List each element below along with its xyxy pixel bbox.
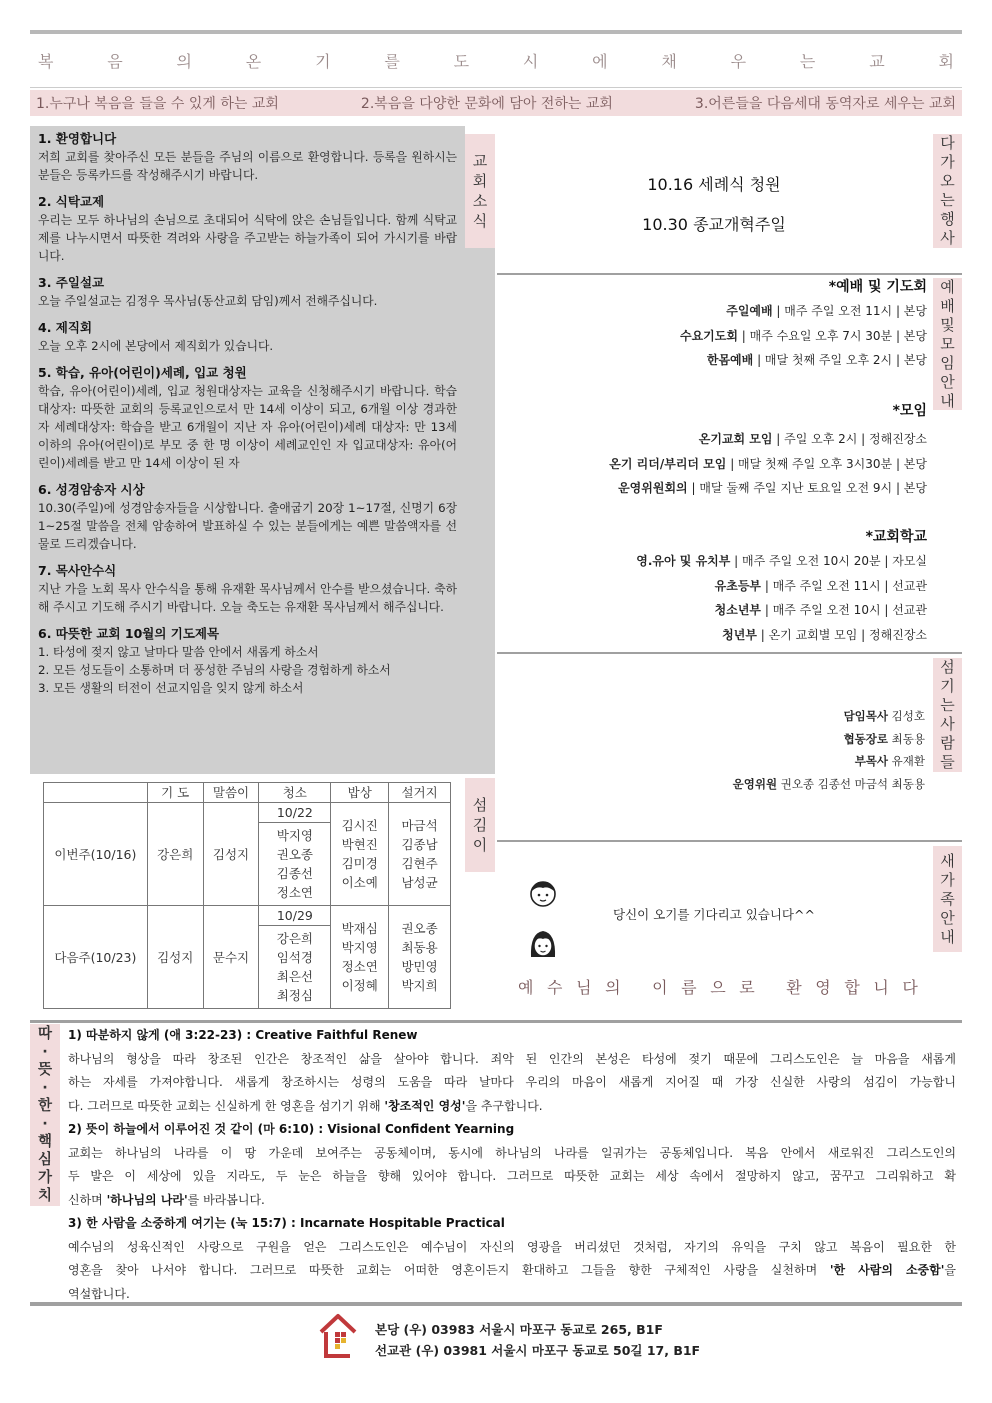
welcome-char: 영	[815, 978, 831, 997]
worship-detail: | 온기 교회별 모임 | 정해진장소	[756, 627, 927, 642]
cleaning-name: 강은희	[276, 931, 313, 946]
worship-line	[618, 479, 927, 496]
motto-banner	[30, 30, 962, 88]
tab-char: ·	[42, 1044, 48, 1060]
core-value-heading: 3) 한 사람을 소중하게 여기는 (눅 15:7) : Incarnate Hospitable Practical	[68, 1216, 505, 1230]
news-section-title: 6. 따뜻한 교회 10월의 기도제목	[38, 626, 220, 641]
core-line	[68, 1259, 956, 1283]
welcome-char: 님	[576, 978, 592, 997]
prayer-cell: 강은희	[147, 803, 203, 906]
duty-table	[43, 782, 451, 1009]
church-news-tab	[465, 134, 495, 248]
tab-char: 족	[940, 889, 955, 908]
welcome-char: 합	[844, 978, 860, 997]
tab-char: 내	[940, 927, 955, 946]
tab-char: 사	[940, 715, 955, 733]
core-line	[68, 1142, 956, 1166]
new-family-tab	[933, 846, 962, 952]
vision-item: 3.어른들을 다음세대 동역자로 세우는 교회	[694, 96, 956, 112]
tab-char: 치	[37, 1188, 52, 1204]
tab-char: 사	[940, 229, 955, 247]
servant-names: 권오종 김종선 마금석 최동용	[777, 776, 925, 791]
dishes-cell	[389, 906, 451, 1009]
core-value-text: 예수님의 성육신적인 사랑으로 구원을 얻은 그리스도인은 예수님이 자신의 영광을 버리셨던 것처럼, 자기의 유익을 구치 않고 복음이 필요한 한	[68, 1239, 956, 1254]
core-line	[68, 1283, 956, 1307]
woman-icon	[528, 927, 558, 961]
worship-line	[715, 601, 927, 618]
news-section-title: 4. 제직회	[38, 320, 93, 335]
family-welcome-text	[518, 975, 918, 998]
tab-char: 안	[940, 372, 955, 391]
meal-name: 박재심	[341, 921, 378, 936]
meal-name: 김시진	[341, 818, 378, 833]
core-line	[68, 1071, 956, 1095]
servant-line	[733, 776, 925, 792]
news-section-body: 학습, 유아(어린이)세례, 입교 청원대상자는 교육을 신청해주시기 바랍니다. 학습대상자: 따뜻한 교회의 등록교인으로서 만 14세 이상이 되고, 6개월 이상 경과한 자 세례대상자: 학습을 받고 6개월이 지난 자 유아(어린이)세례 대상자: 만 13세 이하의 유아(어린이)로 부모 중 한 명 이상이 세례교인인 자 입교대상자: 유아(어린이)세례를 받고 만 14세 이상이 된 자	[38, 384, 457, 470]
worship-line	[699, 430, 927, 447]
core-value-text: 영혼을 찾아 나서야 합니다. 그러므로 따뜻한 교회는 어떠한 영혼이든지 환대하고 그들을 향한 구체적인 사랑을 실천하며	[68, 1263, 830, 1277]
meal-name: 김미경	[341, 856, 378, 871]
tab-char: 섬	[940, 658, 955, 676]
news-section-body: 지난 가을 노회 목사 안수식을 통해 유재환 목사님께서 안수를 받으셨습니다. 축하해 주시고 기도해 주시기 바랍니다. 오늘 축도는 유재환 목사님께서 해주십니다.	[38, 582, 457, 614]
core-line	[68, 1212, 956, 1236]
tab-char: 가	[37, 1170, 52, 1186]
divider	[497, 652, 962, 654]
core-value-text: 을 추구합니다.	[465, 1098, 543, 1113]
tab-char: 뜻	[37, 1062, 52, 1078]
motto-char: 에	[592, 52, 608, 71]
core-line	[68, 1095, 956, 1119]
core-value-emphasis: '하나님의 나라'	[106, 1192, 188, 1207]
worship-line	[726, 302, 927, 319]
news-section	[38, 562, 457, 616]
tab-char: 소	[472, 192, 488, 210]
core-line	[68, 1165, 956, 1189]
motto-char: 도	[453, 52, 470, 71]
worship-detail: | 매주 주일 오전 10시 | 선교관	[761, 603, 927, 617]
welcome-char: 예	[518, 978, 534, 997]
table-header: 설거지	[389, 783, 451, 803]
news-section	[38, 364, 457, 472]
tab-char: 따	[37, 1026, 52, 1042]
tab-char: 섬	[472, 796, 488, 814]
news-section-title: 1. 환영합니다	[38, 131, 117, 146]
worship-group-heading: *모임	[892, 403, 927, 419]
motto-char: 를	[384, 52, 400, 71]
core-value-text: 교회는 하나님의 나라를 이 땅 가운데 보여주는 공동체이며, 동시에 하나님의 나라를 일궈가는 공동체입니다. 복음 안에서 새로워진 그리스도인의	[68, 1145, 956, 1160]
worship-name: 유초등부	[714, 578, 762, 593]
tab-char: 김	[472, 816, 488, 834]
tab-char: 는	[940, 191, 955, 209]
motto-char: 기	[315, 52, 331, 71]
table-header-row	[44, 783, 451, 803]
news-section-body: 저희 교회를 찾아주신 모든 분들을 주님의 이름으로 환영합니다. 등록을 원하시는 분들은 등록카드를 작성해주시기 바랍니다.	[38, 150, 457, 182]
core-value-text: 신하며	[68, 1192, 107, 1207]
cleaning-cell	[259, 823, 331, 906]
worship-name: 영.유아 및 유치부	[636, 554, 731, 568]
church-logo-icon	[318, 1312, 358, 1360]
tab-char: 다	[940, 134, 955, 152]
meal-name: 박현진	[341, 837, 378, 852]
core-value-text: 를 바라봅니다.	[187, 1192, 265, 1207]
worship-guide	[497, 276, 927, 652]
vision-item: 1.누구나 복음을 들을 수 있게 하는 교회	[36, 96, 279, 112]
worship-group-heading: *교회학교	[865, 529, 927, 545]
core-line	[68, 1118, 956, 1142]
tab-char: ·	[42, 1116, 48, 1132]
tab-char: 람	[940, 734, 955, 752]
upcoming-events-tab	[933, 134, 962, 248]
motto-char: 음	[107, 52, 123, 71]
motto-char: 우	[730, 52, 747, 71]
prayer-cell: 김성지	[147, 906, 203, 1009]
core-value-text: 두 발은 이 세상에 있을 지라도, 두 눈은 하늘을 향해 있어야 합니다. 그러므로 따뜻한 교회는 세상 속에서 절망하지 않고, 꿈꾸고 그리워하고 확	[68, 1169, 956, 1183]
welcome-char: 환	[786, 978, 802, 997]
worship-name: 청년부	[722, 627, 757, 642]
cleaning-name: 권오종	[276, 847, 313, 862]
core-line	[68, 1048, 956, 1072]
tab-char: 가	[940, 870, 955, 889]
upcoming-events	[497, 130, 931, 270]
tab-char: 배	[940, 296, 955, 315]
servant-names: 유재환	[888, 754, 925, 768]
core-line	[68, 1236, 956, 1260]
cleaning-name: 최은선	[276, 969, 313, 984]
event-item: 10.16 세례식 청원	[647, 175, 781, 194]
servants-tab	[933, 658, 962, 772]
core-value-emphasis: '창조적인 영성'	[384, 1098, 466, 1113]
core-values-tab	[30, 1024, 60, 1206]
welcome-char: 이	[652, 978, 668, 997]
tab-char: 오	[940, 172, 955, 190]
dishes-name: 권오종	[401, 921, 438, 936]
news-section	[38, 625, 457, 697]
worship-name: 온기 리더/부리더 모임	[609, 456, 727, 471]
servant-line	[844, 708, 925, 724]
worship-detail: | 매주 주일 오전 10시 20분 | 자모실	[730, 554, 927, 568]
news-section	[38, 274, 457, 310]
table-header: 기 도	[147, 783, 203, 803]
welcome-char: 으	[710, 978, 726, 997]
core-value-heading: 2) 뜻이 하늘에서 이루어진 것 같이 (마 6:10) : Visional Confident Yearning	[68, 1122, 515, 1136]
motto-char: 의	[176, 52, 192, 71]
dishes-name: 박지희	[401, 978, 438, 993]
welcome-char: 다	[902, 978, 918, 997]
tab-char: 식	[472, 212, 488, 230]
table-header: 말씀이	[203, 783, 259, 803]
duty-tab	[465, 778, 495, 872]
dishes-cell	[389, 803, 451, 906]
week-label: 다음주(10/23)	[44, 906, 148, 1009]
cleaning-name: 임석경	[276, 950, 313, 965]
dishes-name: 남성균	[401, 875, 438, 890]
news-section	[38, 481, 457, 553]
worship-name: 한몸예배	[706, 353, 754, 367]
tab-char: 들	[940, 753, 955, 771]
worship-detail: | 매주 수요일 오후 7시 30분 | 본당	[737, 328, 927, 343]
tab-char: 회	[472, 172, 488, 190]
worship-line	[707, 351, 927, 368]
news-section-title: 6. 성경암송자 시상	[38, 482, 145, 497]
motto-char: 시	[522, 52, 539, 71]
worship-detail: | 매달 둘째 주일 지난 토요일 오전 9시 | 본당	[687, 481, 927, 495]
worship-line	[609, 455, 927, 472]
news-section-body: 10.30(주일)에 성경암송자들을 시상합니다. 출애굽기 20장 1~17절, 신명기 6장 1~25절 말씀을 전체 암송하여 발표하실 수 있는 분들에게는 예쁜 말씀액자를 선물로 드리겠습니다.	[38, 501, 457, 551]
servant-line	[844, 731, 925, 747]
worship-detail: | 매달 첫째 주일 오후 2시 | 본당	[753, 353, 927, 367]
tab-char: 행	[940, 210, 955, 228]
divider	[497, 840, 962, 842]
servant-role: 협동장로	[843, 731, 889, 746]
servant-line	[855, 753, 925, 769]
word-cell: 문수지	[203, 906, 259, 1009]
vision-bar	[30, 90, 962, 116]
cleaning-date: 10/22	[259, 803, 331, 823]
motto-char: 채	[661, 52, 677, 71]
news-section	[38, 319, 457, 355]
news-section-body: 오늘 오후 2시에 본당에서 제직회가 있습니다.	[38, 339, 274, 353]
news-section	[38, 193, 457, 265]
table-header: 청소	[259, 783, 331, 803]
tab-char: 한	[37, 1098, 52, 1114]
core-line	[68, 1189, 956, 1213]
core-value-text: 하나님의 형상을 따라 창조된 인간은 창조적인 삶을 살아야 합니다. 죄악 된 인간의 본성은 타성에 젖기 때문에 그리스도인은 늘 마음을 새롭게	[68, 1051, 956, 1066]
worship-line	[715, 577, 927, 594]
tab-char: 임	[940, 353, 955, 372]
servant-role: 담임목사	[843, 709, 889, 723]
core-line	[68, 1024, 956, 1048]
worship-line	[636, 552, 927, 569]
worship-name: 청소년부	[714, 603, 762, 617]
core-values	[68, 1024, 956, 1306]
meal-cell	[331, 803, 389, 906]
meal-name: 이정혜	[341, 978, 378, 993]
news-section-title: 7. 목사안수식	[38, 563, 117, 578]
meal-name: 이소예	[341, 875, 378, 890]
tab-char: 가	[940, 153, 955, 171]
table-row	[44, 803, 451, 823]
tab-char: ·	[42, 1080, 48, 1096]
motto-char: 는	[799, 52, 816, 71]
event-item: 10.30 종교개혁주일	[642, 215, 786, 234]
worship-detail: | 주일 오후 2시 | 정해진장소	[772, 432, 927, 446]
meal-name: 정소연	[341, 959, 378, 974]
tab-char: 심	[37, 1152, 52, 1168]
dishes-name: 최동용	[401, 940, 438, 955]
table-header	[44, 783, 148, 803]
worship-detail: | 매주 주일 오전 11시 | 선교관	[761, 578, 927, 593]
family-message: 당신이 오기를 기다리고 있습니다^^	[613, 907, 815, 922]
servant-role: 부목사	[854, 754, 889, 768]
news-section-body: 오늘 주일설교는 김정우 목사님(동산교회 담임)께서 전해주십니다.	[38, 294, 378, 308]
dishes-name: 김종남	[401, 837, 438, 852]
cleaning-name: 정소연	[276, 885, 313, 900]
tab-char: 새	[940, 851, 955, 870]
dishes-name: 마금석	[401, 818, 438, 833]
week-label: 이번주(10/16)	[44, 803, 148, 906]
servant-names: 최동용	[888, 731, 925, 746]
motto-char: 교	[869, 52, 885, 71]
tab-char: 안	[940, 908, 955, 927]
tab-char: 예	[940, 277, 955, 296]
worship-line	[680, 327, 927, 344]
meal-name: 박지영	[341, 940, 378, 955]
worship-group-heading: *예배 및 기도회	[828, 279, 927, 295]
tab-char: 기	[940, 677, 955, 695]
worship-detail: | 매주 주일 오전 11시 | 본당	[772, 304, 927, 318]
tab-char: 내	[940, 391, 955, 410]
dishes-name: 방민영	[401, 959, 438, 974]
core-value-text: 하는 자세를 가져야합니다. 새롭게 창조하시는 성령의 도움을 따라 날마다 우리의 마음이 새롭게 지어질 때 가장 신실한 사랑의 섬김이 가능합니	[68, 1075, 956, 1089]
core-value-text: 역설합니다.	[68, 1286, 130, 1301]
news-section-body: 우리는 모두 하나님의 손님으로 초대되어 식탁에 앉은 손님들입니다. 함께 식탁교제를 나누시면서 따뜻한 격려와 사랑을 주고받는 하늘가족이 되어 가시기를 바랍니다.	[38, 213, 457, 263]
tab-char: 및	[940, 315, 955, 334]
welcome-char: 니	[873, 978, 889, 997]
core-value-emphasis: '한 사람의 소중함'	[829, 1263, 945, 1277]
divider	[497, 273, 962, 275]
tab-char: 는	[940, 696, 955, 714]
news-section-body: 1. 타성에 젖지 않고 날마다 말씀 안에서 새롭게 하소서 2. 모든 성도들이 소통하며 더 풍성한 주님의 사랑을 경험하게 하소서 3. 모든 생활의 터전이 선교지임을 잊지 않게 하소서	[38, 645, 391, 695]
tab-char: 교	[472, 152, 488, 170]
tab-char: 모	[940, 334, 955, 353]
motto-char: 회	[938, 52, 954, 71]
welcome-char: 의	[605, 978, 621, 997]
tab-char: 이	[472, 836, 488, 854]
worship-name: 온기교회 모임	[698, 432, 773, 446]
news-section-title: 3. 주일설교	[38, 275, 105, 290]
cleaning-cell	[259, 926, 331, 1009]
divider	[30, 1020, 962, 1023]
welcome-char: 로	[739, 978, 755, 997]
motto-char: 복	[38, 52, 54, 71]
word-cell: 김성지	[203, 803, 259, 906]
cleaning-date: 10/29	[259, 906, 331, 926]
welcome-char: 름	[681, 978, 697, 997]
worship-guide-tab	[933, 278, 962, 410]
cleaning-name: 박지영	[276, 828, 313, 843]
news-section-title: 2. 식탁교제	[38, 194, 105, 209]
worship-name: 수요기도회	[680, 328, 738, 343]
servant-role: 운영위원	[732, 776, 778, 791]
worship-name: 운영위원회의	[618, 481, 688, 495]
core-value-text: 다. 그러므로 따뜻한 교회는 신실하게 한 영혼을 섬기기 위해	[68, 1098, 385, 1113]
table-row	[44, 906, 451, 926]
main-building-address: 본당 (우) 03983 서울시 마포구 동교로 265, B1F	[375, 1322, 663, 1337]
cleaning-name: 김종선	[276, 866, 313, 881]
core-value-heading: 1) 따분하지 않게 (애 3:22-23) : Creative Faithful Renew	[68, 1028, 418, 1042]
meal-cell	[331, 906, 389, 1009]
church-news-panel	[30, 126, 465, 774]
cleaning-name: 최정심	[276, 988, 313, 1003]
motto-char: 온	[245, 52, 262, 71]
mission-building-address: 선교관 (우) 03981 서울시 마포구 동교로 50길 17, B1F	[375, 1343, 701, 1358]
news-section	[38, 130, 457, 184]
worship-line	[722, 626, 927, 643]
church-news-tab-filler	[465, 248, 495, 774]
core-value-text: 을	[944, 1263, 956, 1277]
servant-names: 김성호	[888, 709, 925, 723]
welcome-char: 수	[547, 978, 563, 997]
worship-name: 주일예배	[726, 304, 773, 318]
news-section-title: 5. 학습, 유아(어린이)세례, 입교 청원	[38, 365, 247, 380]
table-header: 밥상	[331, 783, 389, 803]
worship-detail: | 매달 첫째 주일 오후 3시30분 | 본당	[726, 456, 927, 471]
dishes-name: 김현주	[401, 856, 438, 871]
vision-item: 2.복음을 다양한 문화에 담아 전하는 교회	[360, 96, 613, 112]
tab-char: 핵	[37, 1134, 52, 1150]
